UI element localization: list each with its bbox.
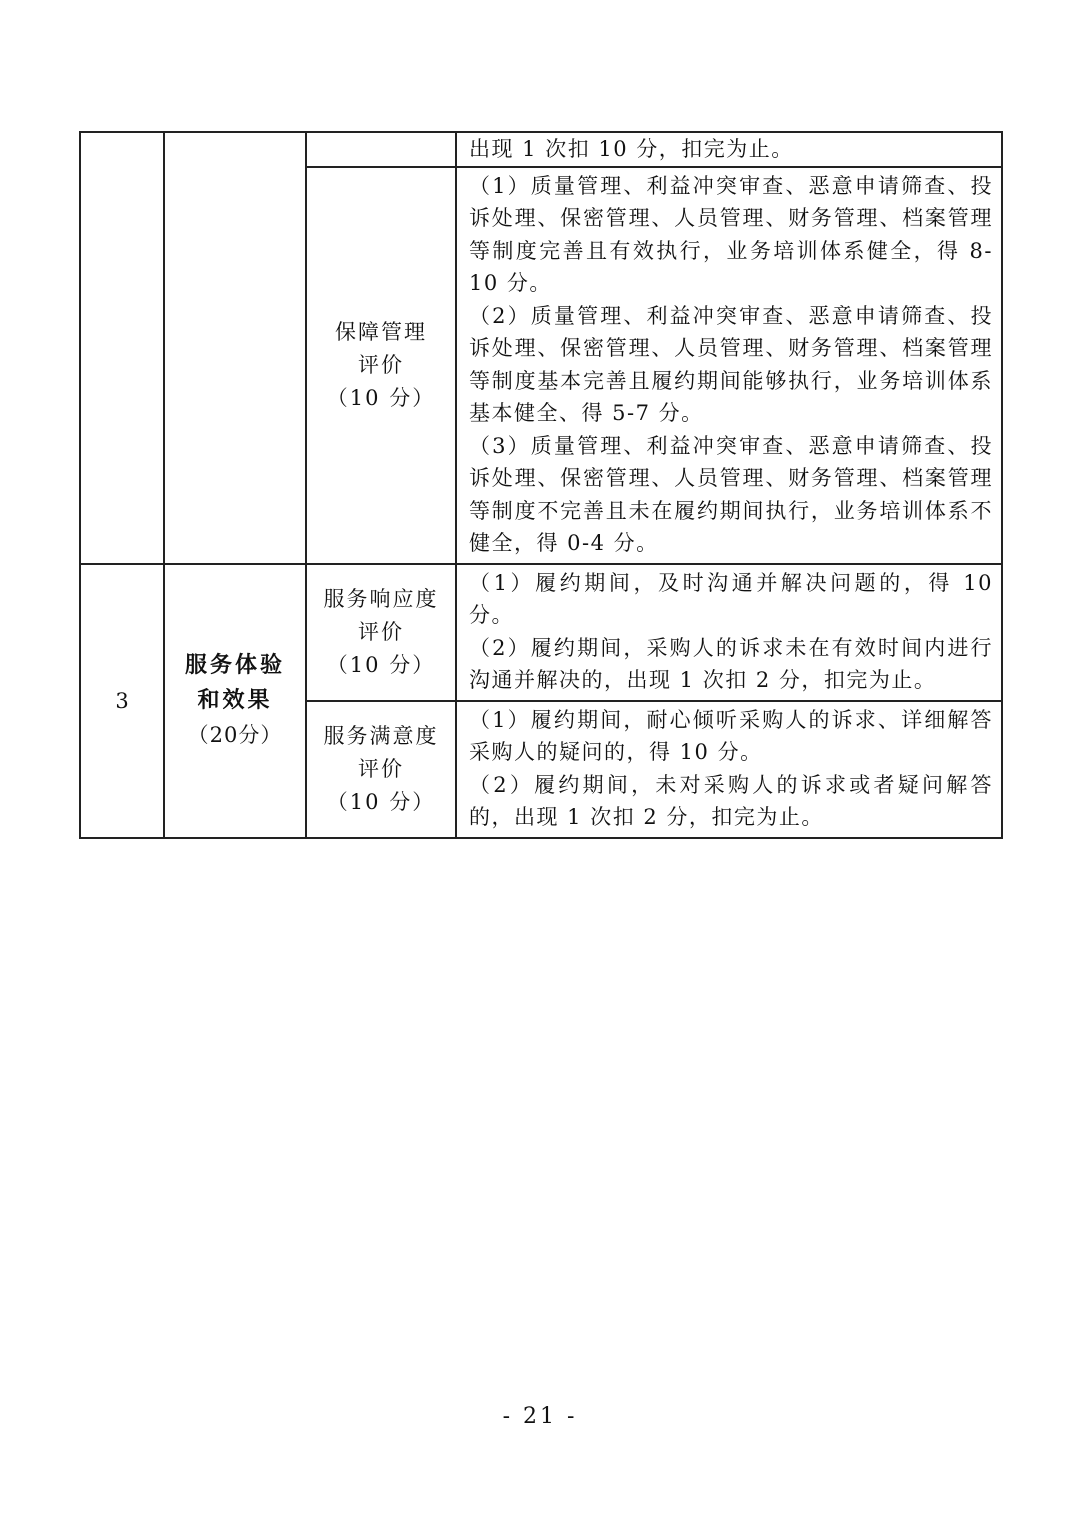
category-title: 服务体验和效果	[184, 653, 285, 713]
seq-cell-continued	[80, 132, 164, 564]
criterion-name: 服务响应度	[323, 586, 439, 611]
description-item-1: （1）履约期间，及时沟通并解决问题的，得 10 分。	[469, 570, 993, 627]
criterion-score: （10 分）	[326, 652, 436, 677]
criterion-cell-response	[306, 564, 456, 701]
description-cell-guarantee	[456, 167, 1002, 564]
seq-number: 3	[115, 688, 129, 713]
criterion-cell-guarantee	[306, 167, 456, 564]
description-cell-continued	[456, 132, 1002, 167]
description-item-1: （1）质量管理、利益冲突审查、恶意申请筛查、投诉处理、保密管理、人员管理、财务管理、档案管理等制度完善且有效执行，业务培训体系健全，得 8-10 分。	[469, 173, 993, 295]
criterion-cell-continued	[306, 132, 456, 167]
category-cell-3	[164, 564, 306, 838]
criterion-name-suffix: 评价	[358, 352, 404, 377]
table-row-response	[80, 564, 1002, 701]
criterion-name: 服务满意度	[323, 723, 439, 748]
category-score: （20分）	[187, 723, 283, 747]
criterion-name-suffix: 评价	[358, 619, 404, 644]
description-cell-satisfaction	[456, 701, 1002, 838]
description-item-1: （1）履约期间，耐心倾听采购人的诉求、详细解答采购人的疑问的，得 10 分。	[469, 707, 993, 764]
criterion-name: 保障管理	[335, 319, 427, 344]
description-cell-response	[456, 564, 1002, 701]
description-item-2: （2）履约期间，采购人的诉求未在有效时间内进行沟通并解决的，出现 1 次扣 2 分，扣完为止。	[469, 635, 993, 692]
description-text: 出现 1 次扣 10 分，扣完为止。	[469, 137, 794, 161]
criterion-score: （10 分）	[326, 789, 436, 814]
scoring-table	[79, 131, 1003, 839]
seq-cell-3	[80, 564, 164, 838]
category-cell-continued	[164, 132, 306, 564]
description-item-2: （2）履约期间，未对采购人的诉求或者疑问解答的，出现 1 次扣 2 分，扣完为止。	[469, 772, 993, 829]
page-number: - 21 -	[502, 1404, 578, 1429]
table-row-continued	[80, 132, 1002, 167]
criterion-cell-satisfaction	[306, 701, 456, 838]
description-item-2: （2）质量管理、利益冲突审查、恶意申请筛查、投诉处理、保密管理、人员管理、财务管理、档案管理等制度基本完善且履约期间能够执行，业务培训体系基本健全、得 5-7 分。	[469, 303, 993, 425]
criterion-score: （10 分）	[326, 385, 436, 410]
description-item-3: （3）质量管理、利益冲突审查、恶意申请筛查、投诉处理、保密管理、人员管理、财务管理、档案管理等制度不完善且未在履约期间执行，业务培训体系不健全，得 0-4 分。	[469, 433, 993, 555]
criterion-name-suffix: 评价	[358, 756, 404, 781]
